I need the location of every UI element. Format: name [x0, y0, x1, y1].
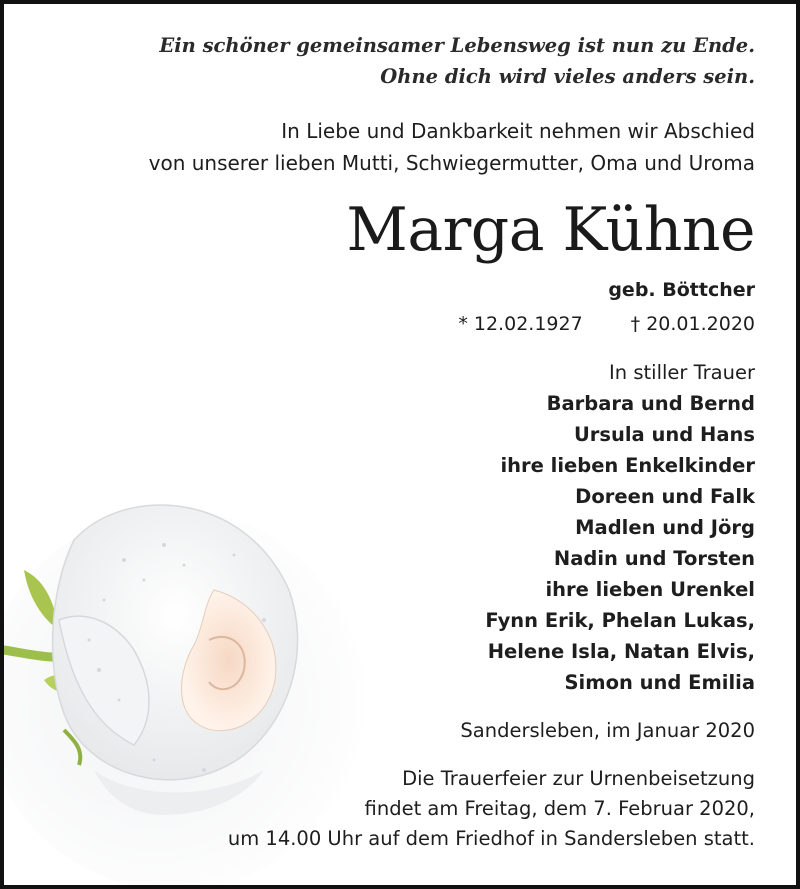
mourner-line: Barbara und Bernd	[546, 392, 755, 415]
motto-line: Ein schöner gemeinsamer Lebensweg ist nun zu Ende.	[159, 34, 755, 57]
deceased-name: Marga Kühne	[346, 195, 755, 265]
mourner-line: Ursula und Hans	[573, 423, 755, 446]
ceremony-info	[228, 764, 755, 854]
intro-line: In Liebe und Dankbarkeit nehmen wir Abschied	[281, 119, 755, 143]
motto	[159, 30, 755, 92]
death-date: † 20.01.2020	[630, 313, 755, 335]
ceremony-line: findet am Freitag, dem 7. Februar 2020,	[364, 797, 755, 820]
mourner-line: Doreen und Falk	[575, 485, 755, 508]
ceremony-line: Die Trauerfeier zur Urnenbeisetzung	[402, 767, 755, 790]
place-and-date: Sandersleben, im Januar 2020	[460, 719, 755, 742]
intro-text	[149, 115, 755, 179]
born-name: geb. Böttcher	[608, 279, 755, 301]
mourner-line: Simon und Emilia	[564, 671, 755, 694]
mourner-line: Madlen und Jörg	[575, 516, 755, 539]
mourner-line: Nadin und Torsten	[553, 547, 755, 570]
intro-line: von unserer lieben Mutti, Schwiegermutter, Oma und Uroma	[148, 151, 755, 175]
mourner-line: Helene Isla, Natan Elvis,	[487, 640, 755, 663]
birth-date: * 12.02.1927	[458, 313, 583, 335]
mourner-line: Fynn Erik, Phelan Lukas,	[485, 609, 755, 632]
ceremony-line: um 14.00 Uhr auf dem Friedhof in Sandersleben statt.	[227, 827, 755, 850]
mourner-line: ihre lieben Enkelkinder	[500, 454, 755, 477]
mourners-list	[485, 357, 755, 698]
motto-line: Ohne dich wird vieles anders sein.	[380, 65, 755, 88]
mourner-line: ihre lieben Urenkel	[545, 578, 755, 601]
mourners-heading: In stiller Trauer	[609, 361, 755, 384]
life-dates	[458, 311, 755, 337]
